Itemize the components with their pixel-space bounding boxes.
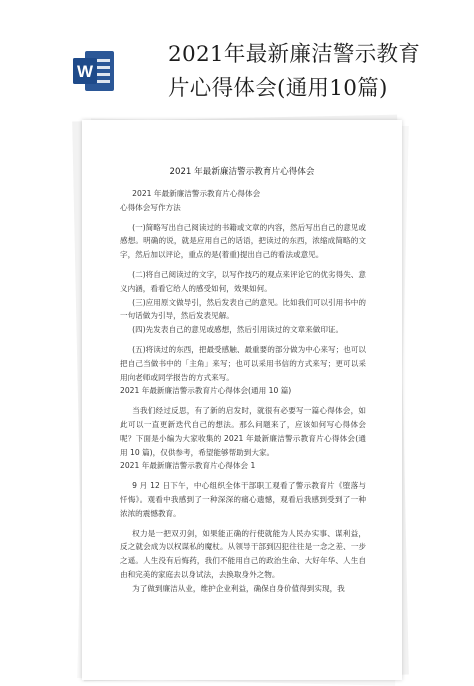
document-title: 2021 年最新廉洁警示教育片心得体会 — [169, 167, 315, 177]
doc-paragraph: 当我们经过反思，有了新的启发时，就很有必要写一篇心得体会，如此可以一直更新迭代自己的想法。那么问题来了，应该如何写心得体会呢？下面是小编为大家收集的 2021 年最新廉洁警示教育片心得体会(通用 10 篇)，仅供参考，希望能够帮助到大家。 — [120, 406, 366, 457]
page-header — [0, 0, 474, 125]
svg-text:W: W — [76, 62, 94, 81]
doc-paragraph: (一)简略写出自己阅读过的书籍或文章的内容，然后写出自己的意见或感想。明确的说，就是应用自己的话语，把读过的东西，浓缩成简略的文字，然后加以评论，重点的是(着重)提出自己的看法或意见。 — [120, 222, 366, 260]
doc-paragraph: (四)先发表自己的意见或感想，然后引用读过的文章来做印证。 — [132, 325, 344, 335]
doc-subheading: 心得体会写作方法 — [120, 202, 181, 212]
doc-paragraph: 9 月 12 日下午，中心组织全体干部职工观看了警示教育片《堕落与忏悔》。观看中我感到了一种深深的痛心遗憾，观看后我感到受到了一种浓浓的震憾教育。 — [120, 481, 366, 518]
document-body — [120, 187, 366, 596]
title-line-1: 2021年最新廉洁警示教育 — [168, 42, 421, 67]
page-title — [168, 38, 468, 106]
doc-paragraph: (五)将读过的东西，把最受感触、最重要的部分做为中心来写；也可以把自己当做书中的「主角」来写；也可以采用书信的方式来写；更可以采用向老师或同学报告的方式来写。 — [120, 344, 366, 382]
doc-paragraph: (二)将自己阅读过的文字，以写作技巧的观点来评论它的优劣得失、意义内涵，看看它给人的感受如何，效果如何。 — [120, 269, 366, 293]
doc-paragraph: (三)应用原文做导引，然后发表自己的意见。比如我们可以引用书中的一句话做为引导，然后发表见解。 — [120, 297, 366, 321]
doc-paragraph: 2021 年最新廉洁警示教育片心得体会 — [132, 189, 261, 198]
document-page — [82, 120, 402, 680]
doc-subheading: 2021 年最新廉洁警示教育片心得体会 1 — [120, 461, 256, 471]
title-line-2: 片心得体会(通用10篇) — [168, 76, 388, 101]
word-document-icon — [71, 48, 117, 94]
doc-subheading: 2021 年最新廉洁警示教育片心得体会(通用 10 篇) — [120, 386, 292, 396]
doc-paragraph: 为了做到廉洁从业，维护企业利益，确保自身价值得到实现，我 — [132, 583, 345, 593]
doc-paragraph: 权力是一把双刃剑，如果能正确的行使就能为人民办实事、谋利益，反之就会成为以权谋私的魔杖。从领导干部到囚犯往往是一念之差、一步之遥。人生没有后悔药，我们不能用自己的政治生命、大好年华、人生自由和完美的家庭去以身试法，去换取身外之物。 — [120, 528, 366, 579]
